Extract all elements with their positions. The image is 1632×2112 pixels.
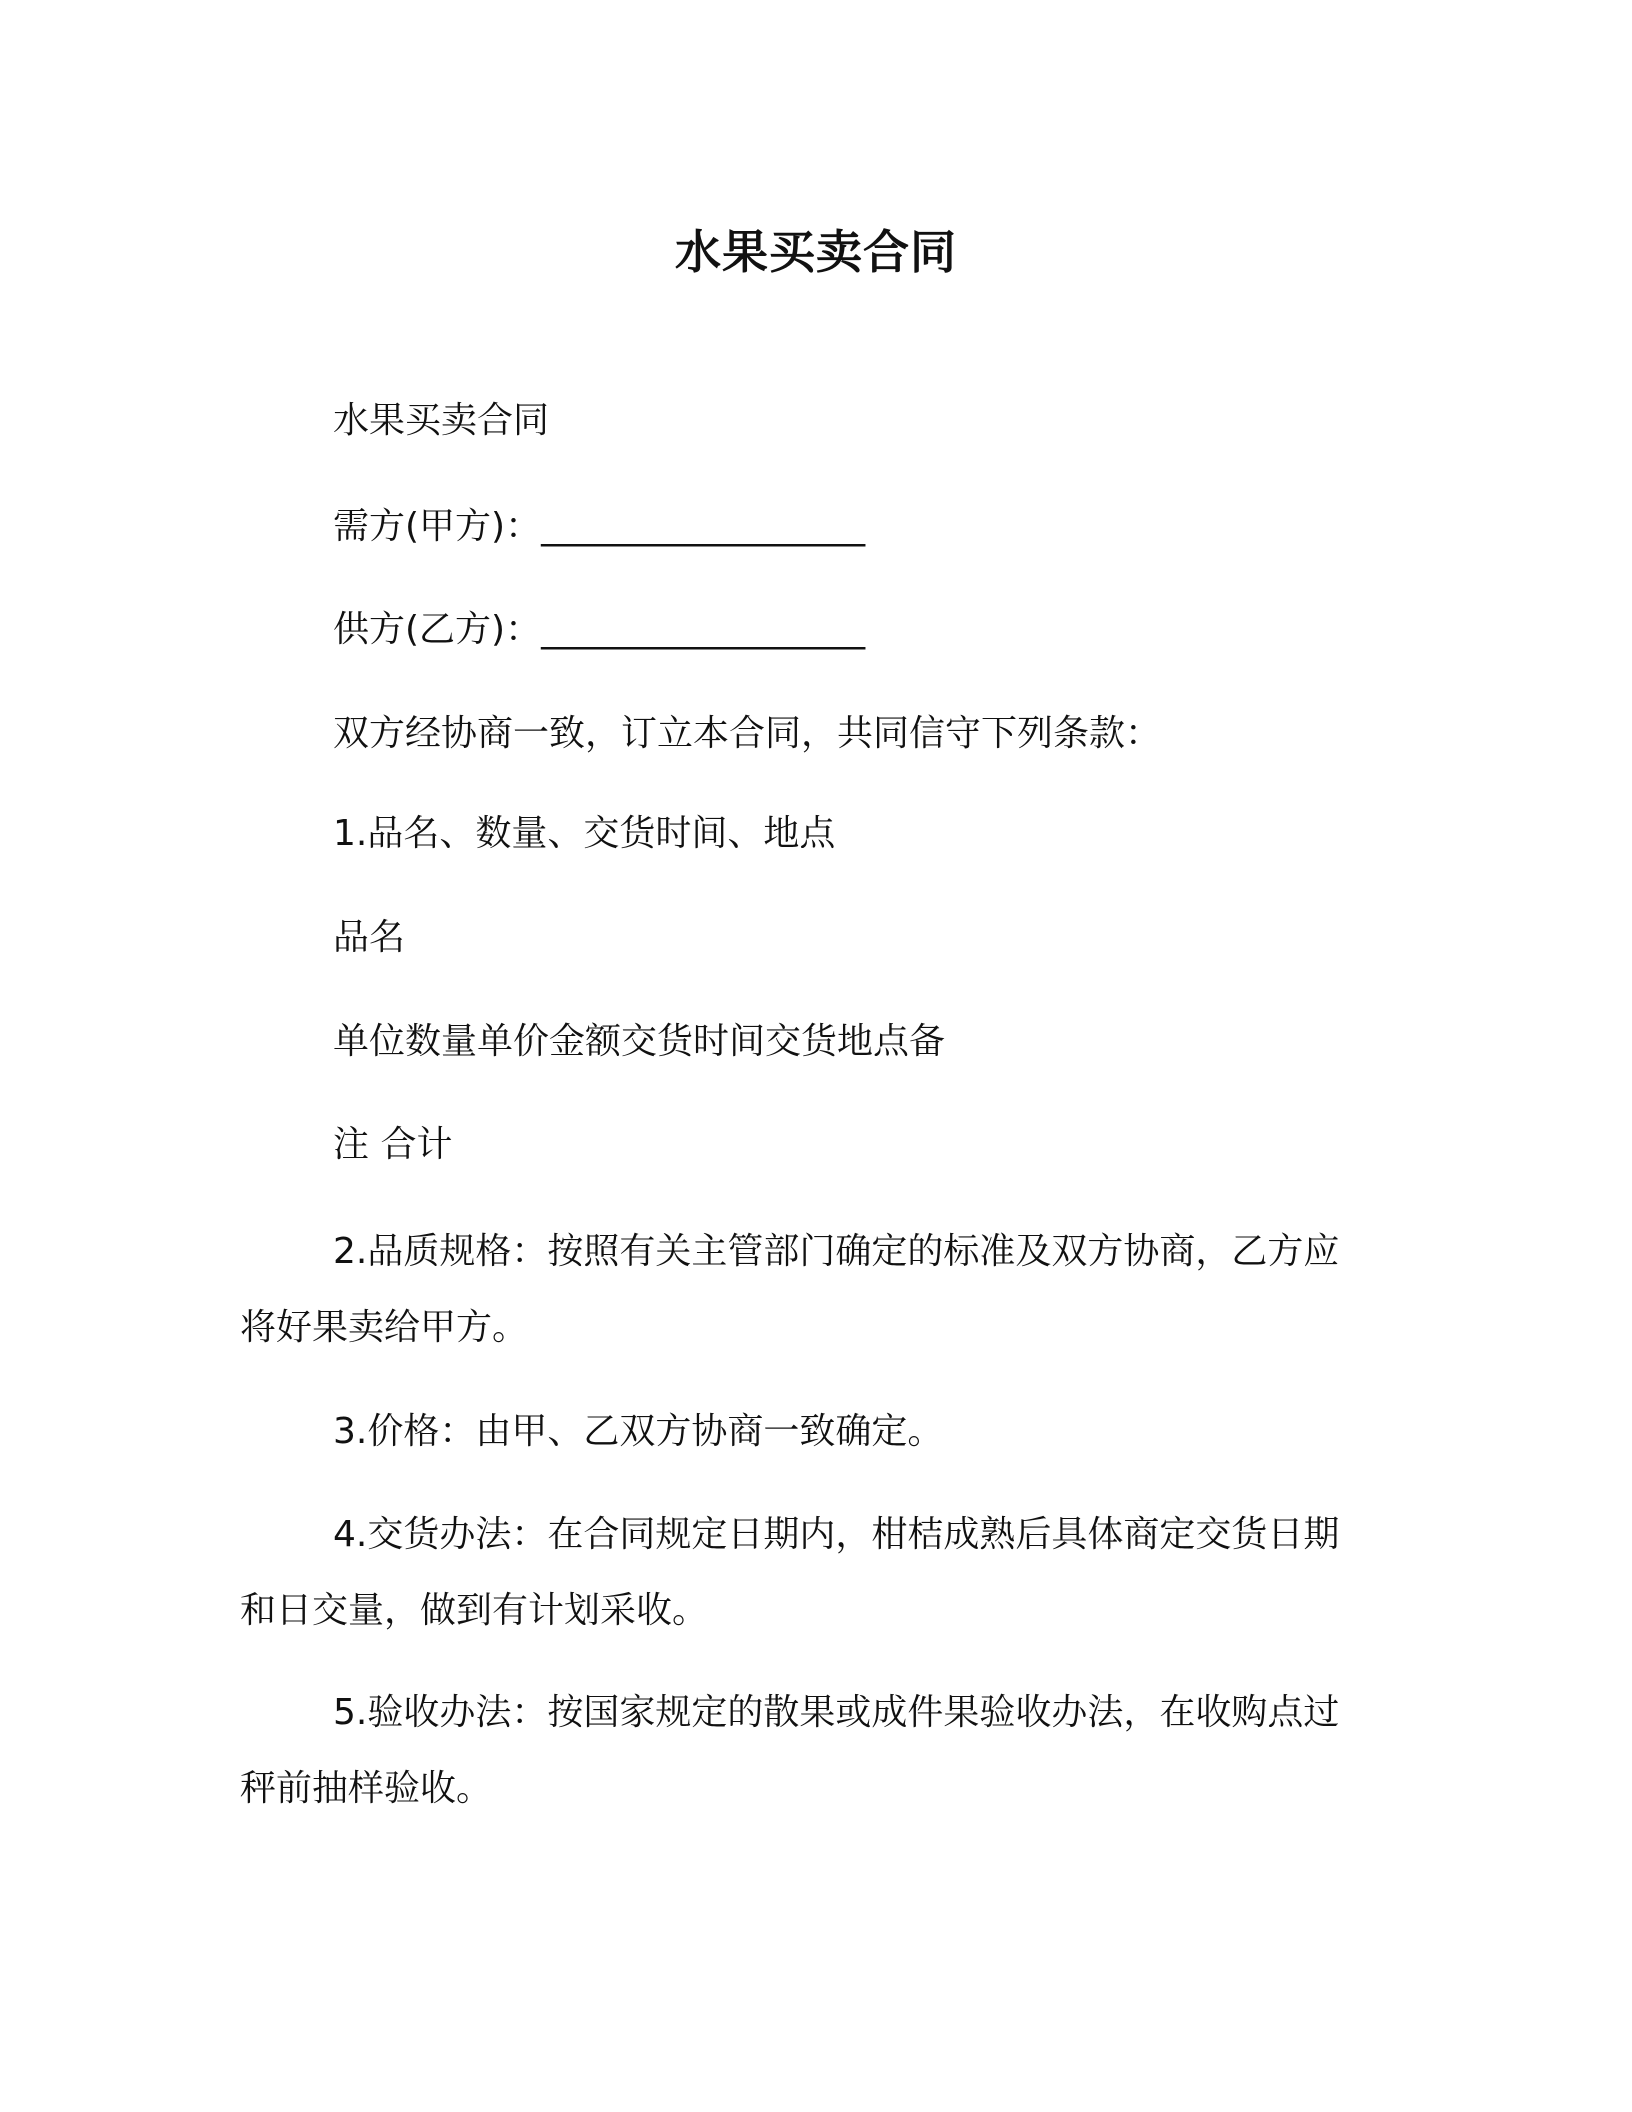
clause-3 — [240, 1408, 1372, 1456]
intro-line: 双方经协商一致，订立本合同，共同信守下列条款： — [333, 713, 1162, 754]
clause-4-line-1: 4.交货办法：在合同规定日期内，柑桔成熟后具体商定交货日期 — [333, 1514, 1340, 1555]
clause-4-line-2: 和日交量，做到有计划采收。 — [240, 1590, 709, 1631]
clause-2 — [240, 1228, 1372, 1352]
clause-3-line-1: 3.价格：由甲、乙双方协商一致确定。 — [333, 1411, 944, 1452]
product-name-label: 品名 — [333, 917, 406, 958]
clause-4 — [240, 1511, 1372, 1635]
clause-5 — [240, 1689, 1372, 1813]
clause-2-line-1: 2.品质规格：按照有关主管部门确定的标准及双方协商，乙方应 — [333, 1231, 1340, 1272]
note-total-line: 注 合计 — [333, 1124, 453, 1165]
contract-subtitle: 水果买卖合同 — [333, 400, 550, 441]
table-columns-line: 单位数量单价金额交货时间交货地点备 — [333, 1021, 946, 1062]
clause-5-line-2: 秤前抽样验收。 — [240, 1768, 493, 1809]
party-b-line: 供方(乙方)：__________________ — [333, 609, 866, 650]
document-title: 水果买卖合同 — [675, 225, 957, 279]
clause-1-heading: 1.品名、数量、交货时间、地点 — [333, 813, 836, 854]
clause-2-line-2: 将好果卖给甲方。 — [240, 1307, 529, 1348]
party-a-line: 需方(甲方)：__________________ — [333, 506, 866, 547]
clause-5-line-1: 5.验收办法：按国家规定的散果或成件果验收办法，在收购点过 — [333, 1692, 1340, 1733]
